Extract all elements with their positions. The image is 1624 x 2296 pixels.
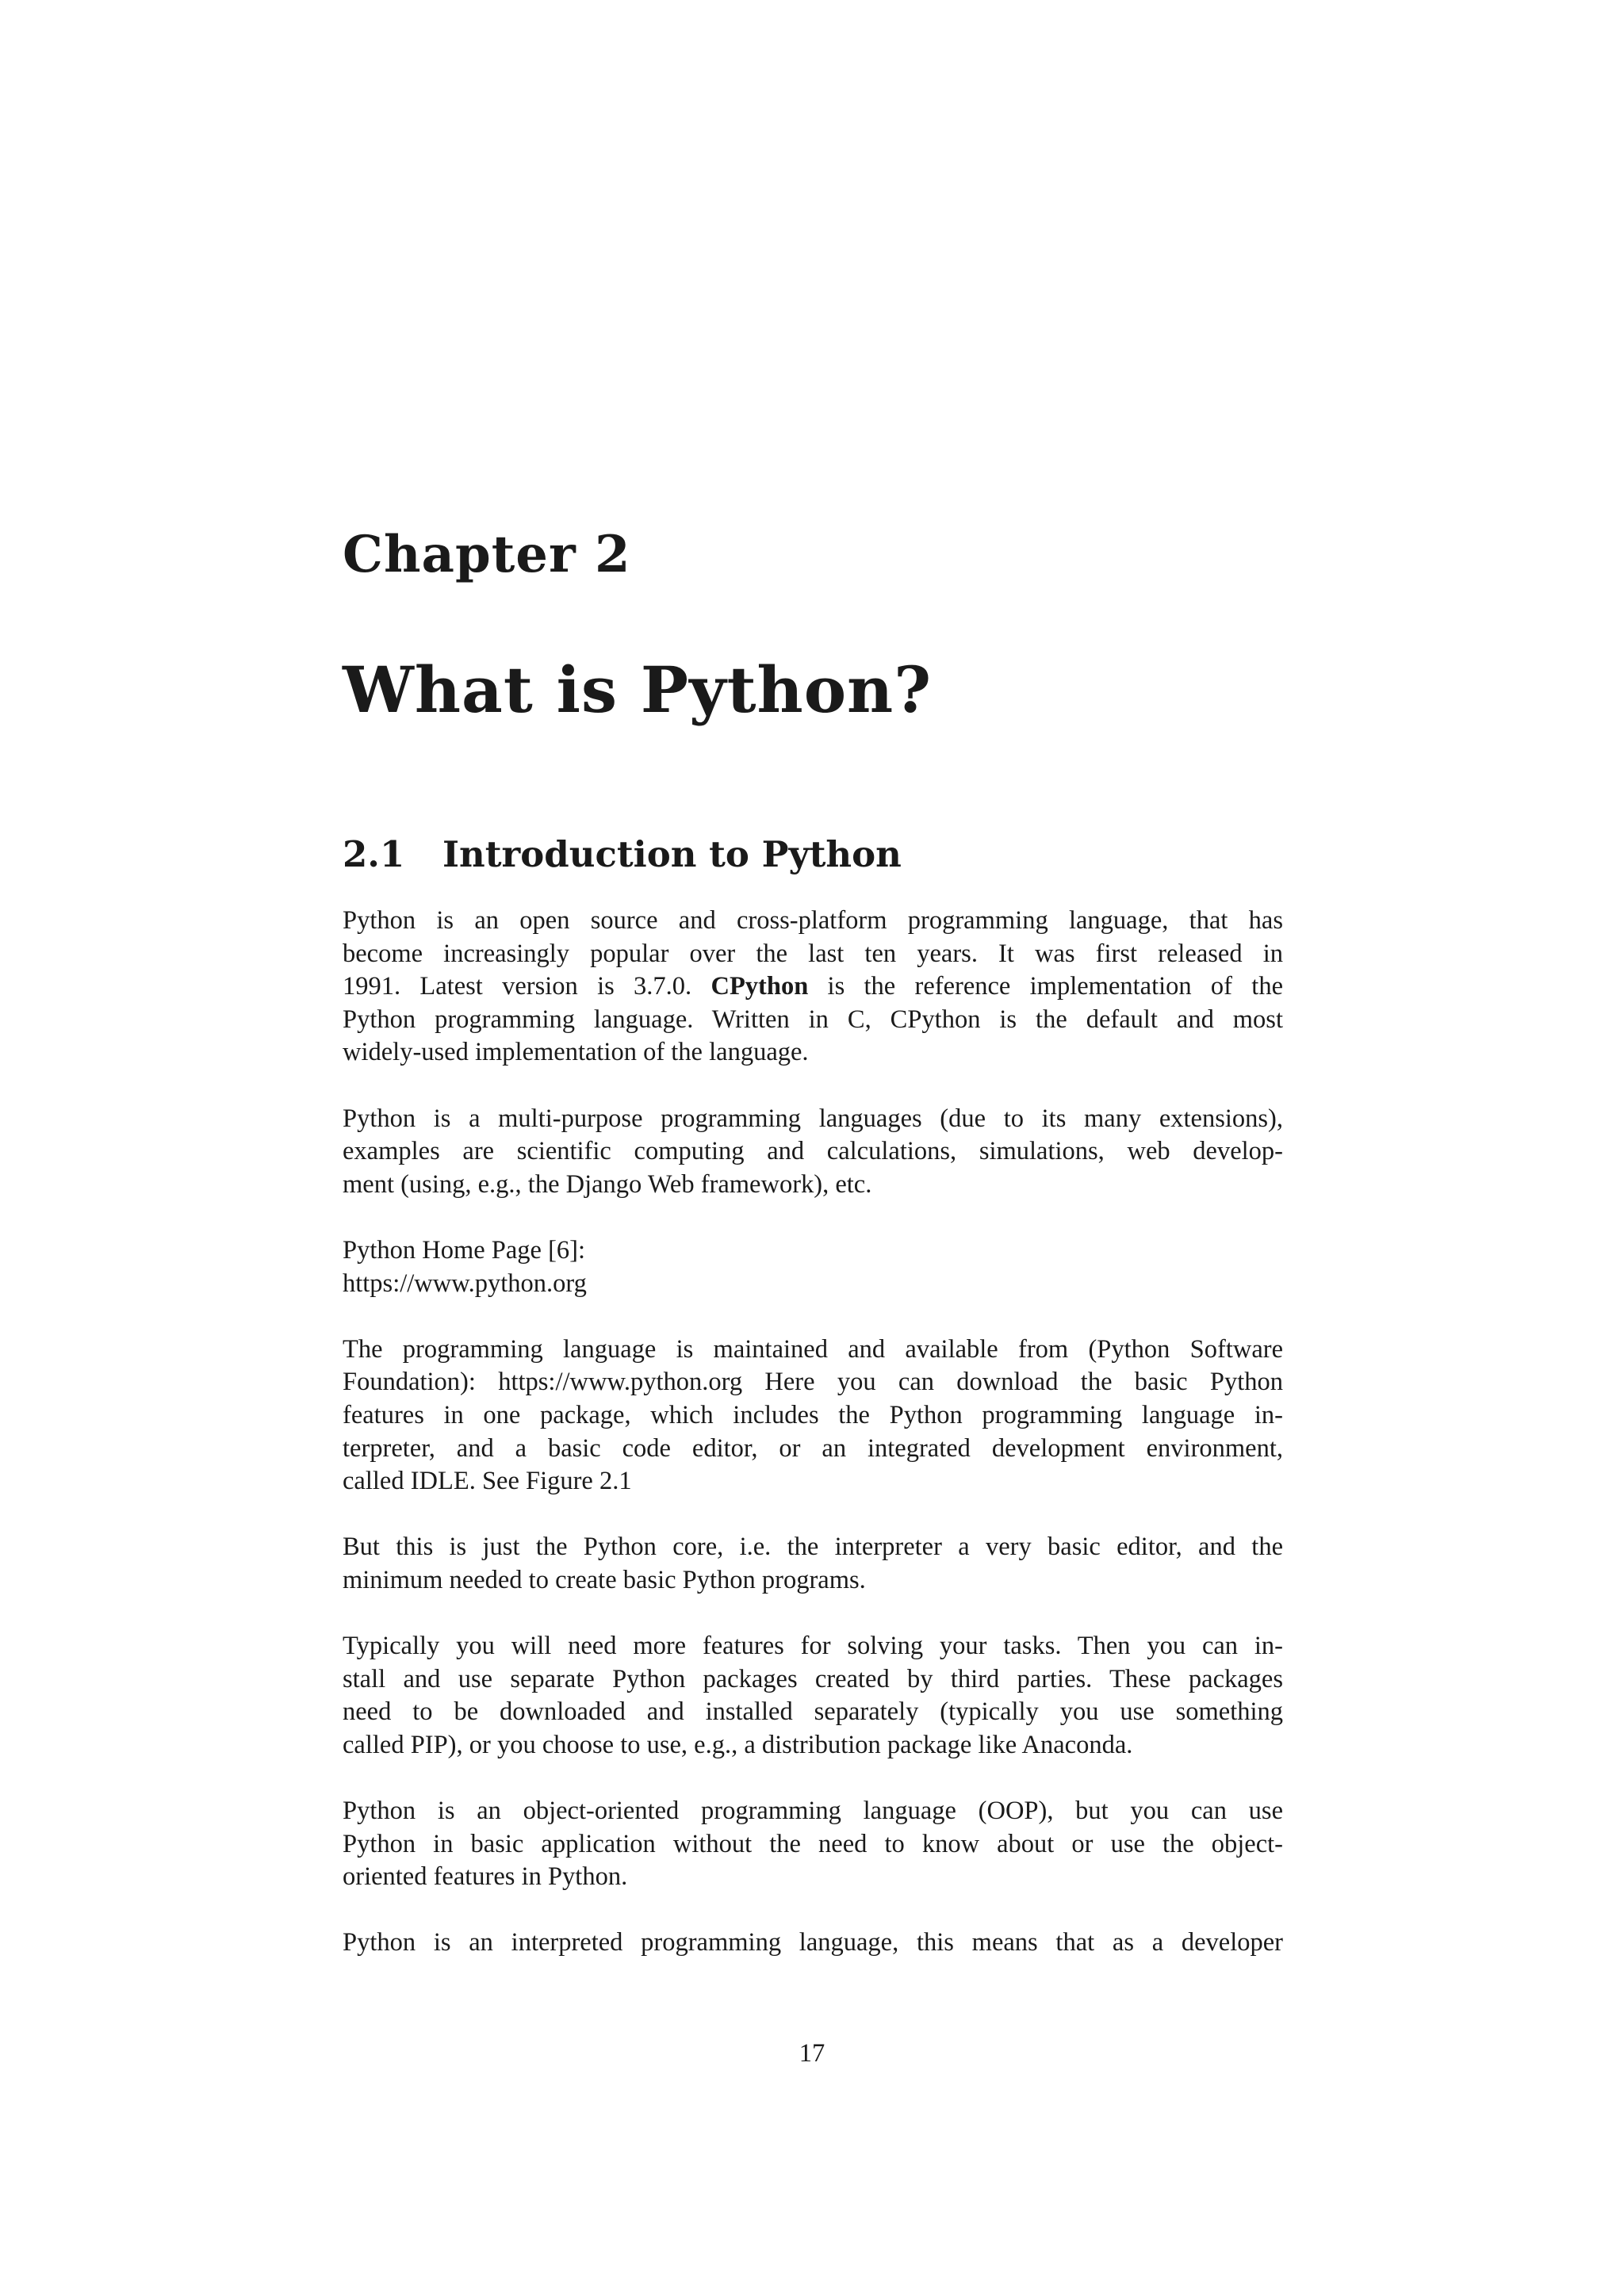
text-span: is the reference implementation of the (808, 972, 1283, 1001)
paragraph-3 (343, 1234, 1283, 1300)
text-line: Foundation): https://www.python.org Here you can download the basic Python (343, 1368, 1283, 1397)
chapter-label: Chapter 2 (343, 525, 631, 584)
text-line: terpreter, and a basic code editor, or an integrated development environment, (343, 1433, 1283, 1463)
text-line: The programming language is maintained and available from (Python Software (343, 1334, 1283, 1364)
paragraph-2 (343, 1103, 1283, 1202)
text-line (343, 970, 1283, 1004)
chapter-title: What is Python? (343, 652, 933, 727)
text-line: minimum needed to create basic Python programs. (343, 1565, 866, 1594)
text-line: Python is an object-oriented programming language (OOP), but you can use (343, 1797, 1283, 1826)
text-line: Python programming language. Written in C, CPython is the default and most (343, 1004, 1283, 1034)
text-line: Python is an interpreted programming language, this means that as a developer (343, 1928, 1283, 1957)
section-number: 2.1 (343, 833, 405, 875)
python-url-text: https://www.python.org (343, 1269, 587, 1298)
section-heading (343, 831, 902, 878)
text-span: 1991. Latest version is 3.7.0. (343, 972, 711, 1001)
paragraph-7 (343, 1795, 1283, 1894)
body-text (343, 905, 1283, 1993)
text-line: oriented features in Python. (343, 1862, 628, 1892)
text-line: Python Home Page [6]: (343, 1235, 586, 1265)
text-line: called PIP), or you choose to use, e.g., a distribution package like Anaconda. (343, 1730, 1133, 1759)
text-line: need to be downloaded and installed separately (typically you use something (343, 1697, 1283, 1727)
paragraph-8 (343, 1927, 1283, 1960)
text-line: called IDLE. See Figure 2.1 (343, 1467, 632, 1496)
paragraph-5 (343, 1531, 1283, 1597)
text-line: widely-used implementation of the language. (343, 1038, 809, 1067)
paragraph-6 (343, 1630, 1283, 1762)
text-line: Typically you will need more features for solving your tasks. Then you can in- (343, 1632, 1283, 1661)
cpython-term: CPython (710, 972, 809, 1001)
text-line: Python is an open source and cross-platform programming language, that has (343, 906, 1283, 935)
paragraph-4 (343, 1334, 1283, 1498)
text-line: become increasingly popular over the last ten years. It was first released in (343, 939, 1283, 968)
text-line: But this is just the Python core, i.e. the interpreter a very basic editor, and the (343, 1533, 1283, 1562)
paragraph-1 (343, 905, 1283, 1070)
page-number: 17 (799, 2039, 825, 2068)
text-line: Python is a multi-purpose programming languages (due to its many extensions), (343, 1104, 1283, 1133)
text-line: features in one package, which includes the Python programming language in- (343, 1400, 1283, 1429)
text-line: examples are scientific computing and calculations, simulations, web develop- (343, 1137, 1283, 1166)
text-line: ment (using, e.g., the Django Web framework), etc. (343, 1169, 872, 1199)
section-title: Introduction to Python (442, 833, 902, 875)
text-line: stall and use separate Python packages created by third parties. These packages (343, 1664, 1283, 1693)
text-line: Python in basic application without the need to know about or use the object- (343, 1829, 1283, 1858)
